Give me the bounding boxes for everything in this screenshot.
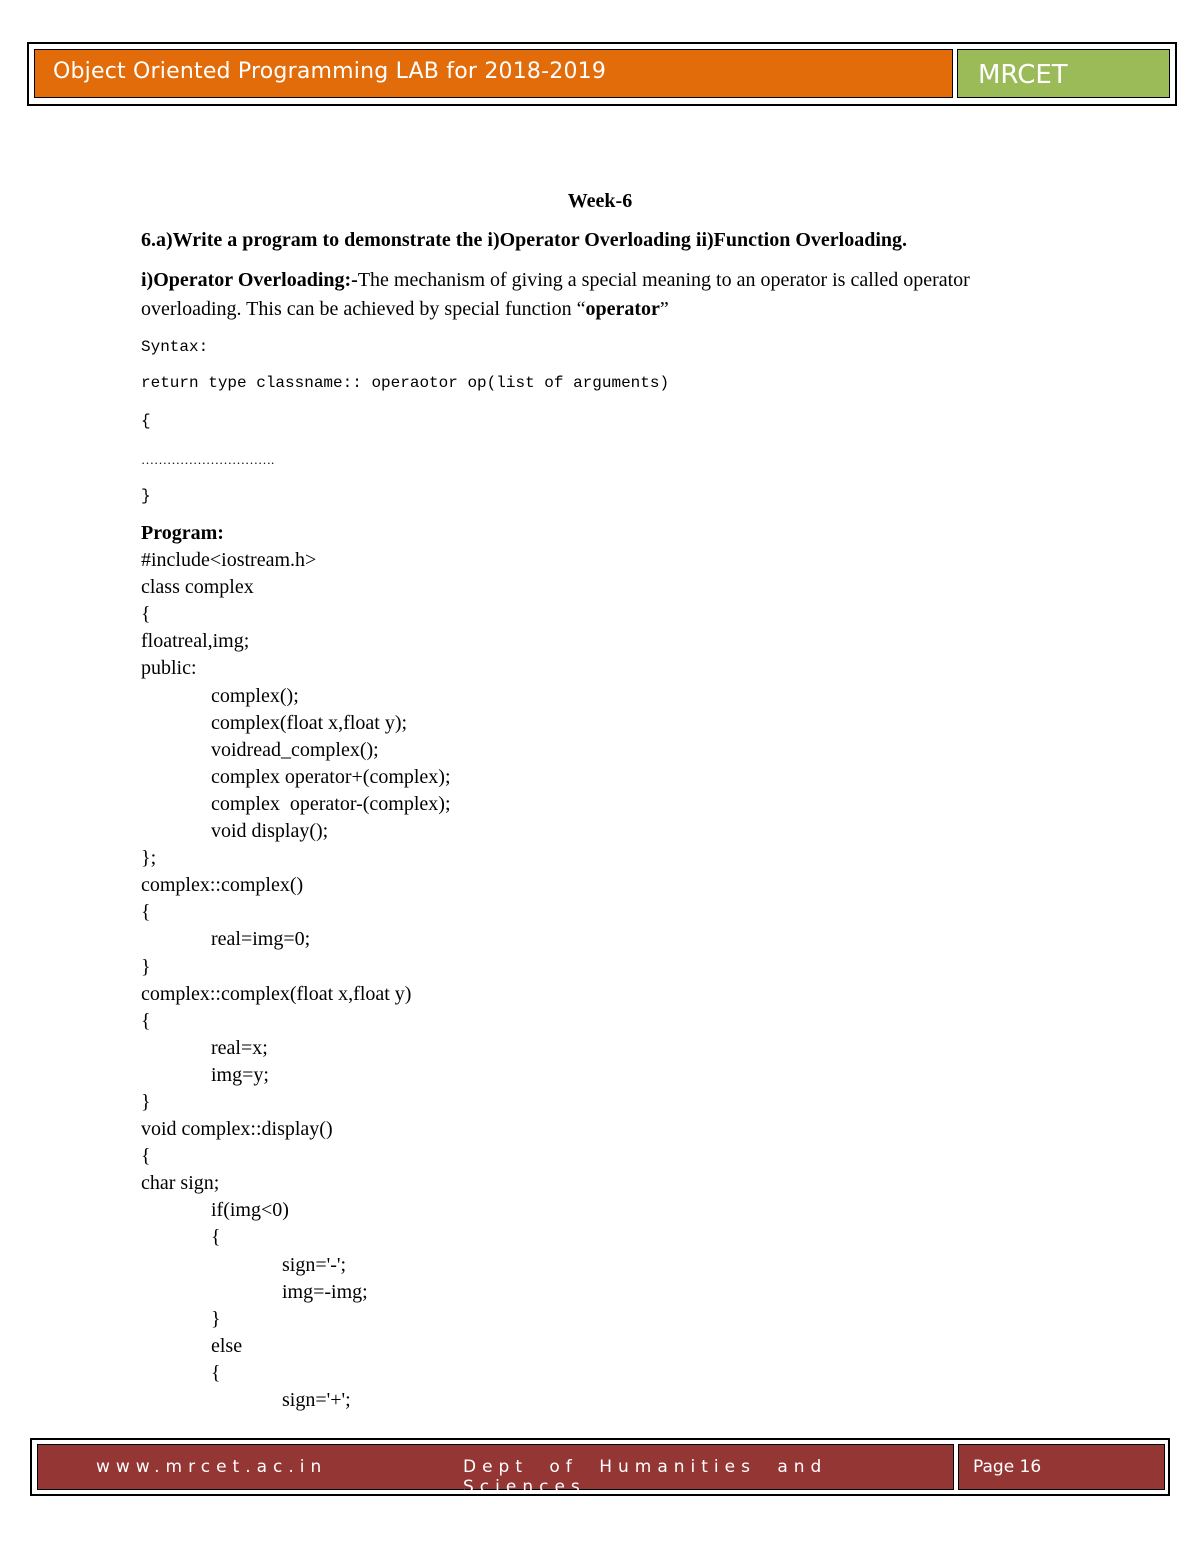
code-line: floatreal,img; [141,630,250,653]
code-line: } [141,955,151,978]
code-line: sign='+'; [282,1389,351,1411]
code-line: { [141,1145,151,1168]
code-line: } [211,1307,221,1330]
footer-department: Dept of Humanities and Sciences [463,1457,828,1497]
footer-page-box [958,1444,1165,1490]
code-line: { [211,1226,221,1249]
code-line: #include<iostream.h> [141,549,317,572]
code-line: img=y; [211,1063,269,1086]
code-line: if(img<0) [211,1199,289,1222]
page-header [27,42,1177,106]
code-line: { [141,1009,151,1032]
syntax-line: return type classname:: operaotor op(list of arguments) [141,374,670,392]
code-line: class complex [141,576,254,599]
code-line: complex operator+(complex); [211,765,451,788]
header-institution-box [957,49,1170,98]
code-line: { [141,901,151,924]
page-footer [30,1438,1170,1496]
syntax-close-brace: } [141,487,151,505]
code-line: { [211,1361,221,1384]
definition-term: i)Operator Overloading:- [141,269,358,291]
code-line: img=-img; [282,1280,368,1303]
code-line: voidread_complex(); [211,738,379,761]
code-line: real=x; [211,1036,268,1059]
program-code [141,520,451,1414]
question-heading: 6.a)Write a program to demonstrate the i)Operator Overloading ii)Function Overloading. [141,229,908,251]
definition-keyword: operator [585,298,660,320]
header-title-box [34,49,953,98]
code-line: sign='-'; [282,1253,347,1276]
definition-paragraph [141,266,1071,324]
header-institution: MRCET [978,60,1068,90]
week-title: Week-6 [567,190,633,212]
program-label: Program: [141,522,224,544]
syntax-dots: …………………………. [141,452,275,467]
syntax-open-brace: { [141,412,151,430]
definition-end: ” [659,298,669,320]
syntax-label: Syntax: [141,338,209,356]
footer-website: www.mrcet.ac.in [96,1457,328,1477]
header-title: Object Oriented Programming LAB for 2018-2019 [53,59,607,84]
code-line: }; [141,847,157,870]
page-number: Page 16 [973,1457,1042,1477]
code-line: void complex::display() [141,1118,333,1141]
code-line: real=img=0; [211,928,311,951]
code-line: complex::complex() [141,874,304,897]
code-line: complex(); [211,684,299,707]
definition-text: The mechanism of giving a special meaning to an operator is called operator overloading. This can be achieved by special function “ [141,269,970,320]
code-line: complex::complex(float x,float y) [141,982,412,1005]
code-line: complex(float x,float y); [211,711,408,734]
code-line: char sign; [141,1172,220,1195]
code-line: } [141,1090,151,1113]
code-line: complex operator-(complex); [211,792,451,815]
code-line: public: [141,657,197,680]
code-line: else [211,1334,243,1357]
footer-info-box [37,1444,954,1497]
code-line: { [141,603,151,626]
code-line: void display(); [211,820,329,843]
